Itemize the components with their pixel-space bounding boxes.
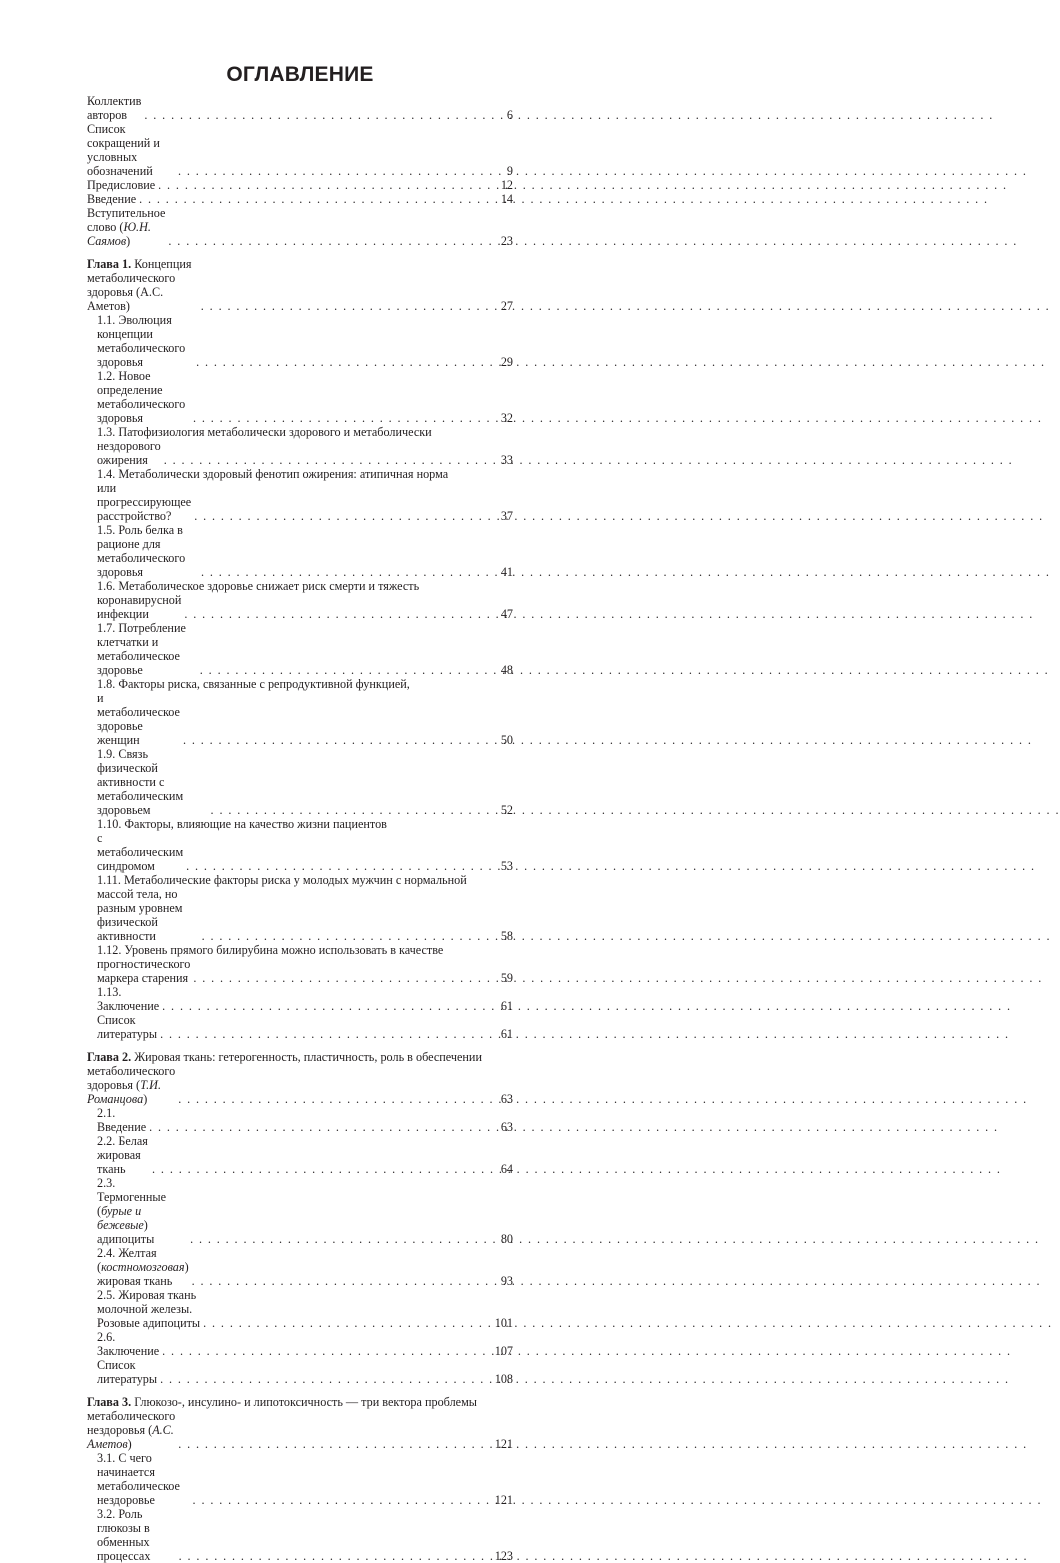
- page-number: 48: [500, 663, 513, 677]
- dot-leader: [190, 1232, 494, 1246]
- toc-entry-text: 2.2. Белая жировая ткань: [97, 1134, 148, 1176]
- dot-leader: [193, 1493, 492, 1507]
- toc-entry-text: Глава 3. Глюкозо-, инсулино- и липотоксичность — три вектора проблемы: [87, 1395, 477, 1409]
- page-number: 63: [500, 1120, 513, 1134]
- toc-entry[interactable]: [87, 1050, 513, 1106]
- toc-entry-text: 1.8. Факторы риска, связанные с репродуктивной функцией,: [97, 677, 410, 691]
- dot-leader: [178, 1092, 494, 1106]
- table-of-contents: [87, 94, 513, 1563]
- dot-leader: [162, 1344, 492, 1358]
- page-number: 27: [500, 299, 513, 313]
- toc-entry-text: и метаболическое здоровье женщин: [97, 691, 180, 747]
- page-number: 59: [500, 971, 513, 985]
- toc-entry-text: нездорового ожирения: [97, 439, 161, 467]
- toc-entry[interactable]: [87, 1288, 513, 1330]
- dot-leader: [211, 803, 494, 817]
- toc-entry[interactable]: [87, 313, 513, 369]
- toc-entry[interactable]: [87, 1134, 513, 1176]
- toc-entry[interactable]: [87, 985, 513, 1013]
- toc-entry-text: 1.1. Эволюция концепции метаболического здоровья: [97, 313, 186, 369]
- toc-entry[interactable]: [87, 523, 513, 579]
- group-spacer: [87, 248, 513, 257]
- dot-leader: [184, 607, 494, 621]
- page-number: 101: [494, 1316, 513, 1330]
- toc-entry[interactable]: [87, 1358, 513, 1386]
- toc-entry[interactable]: [87, 1246, 513, 1288]
- toc-entry[interactable]: [87, 1507, 513, 1563]
- toc-entry[interactable]: [87, 1106, 513, 1134]
- page-number: 61: [500, 999, 513, 1013]
- toc-entry-text: Список литературы: [97, 1358, 158, 1386]
- toc-entry[interactable]: [87, 192, 513, 206]
- page-number: 123: [494, 1549, 513, 1563]
- toc-entry-text: Глава 1. Концепция метаболического здоровья (А.С. Аметов): [87, 257, 192, 313]
- toc-entry-text: 2.6. Заключение: [97, 1330, 160, 1358]
- toc-entry-text: массой тела, но разным уровнем физической активности: [97, 887, 183, 943]
- page-number: 32: [500, 411, 513, 425]
- page-number: 61: [500, 1027, 513, 1041]
- page-number: 9: [506, 164, 513, 178]
- toc-entry-text: 1.6. Метаболическое здоровье снижает риск смерти и тяжесть: [97, 579, 420, 593]
- toc-group: [87, 94, 513, 248]
- toc-entry-text: Глава 2. Жировая ткань: гетерогенность, пластичность, роль в обеспечении: [87, 1050, 482, 1064]
- page-number: 29: [500, 355, 513, 369]
- toc-entry-text: Вступительное слово (Ю.Н. Саямов): [87, 206, 166, 248]
- page-number: 121: [494, 1493, 513, 1507]
- page-number: 50: [500, 733, 513, 747]
- page-number: 37: [500, 509, 513, 523]
- page-number: 6: [506, 108, 513, 122]
- toc-entry-text: 1.9. Связь физической активности с метаболическим здоровьем: [97, 747, 184, 817]
- dot-leader: [203, 1316, 492, 1330]
- dot-leader: [201, 299, 494, 313]
- toc-entry-text: Коллектив авторов: [87, 94, 142, 122]
- toc-entry-text: 1.5. Роль белка в рационе для метаболического здоровья: [97, 523, 186, 579]
- dot-leader: [202, 929, 494, 943]
- toc-entry[interactable]: [87, 1013, 513, 1041]
- dot-leader: [194, 509, 494, 523]
- toc-entry[interactable]: [87, 747, 513, 817]
- toc-entry-text: 3.1. С чего начинается метаболическое нездоровье: [97, 1451, 180, 1507]
- dot-leader: [183, 733, 494, 747]
- toc-entry-text: 2.3. Термогенные (бурые и бежевые) адипоциты: [97, 1176, 166, 1246]
- toc-entry-text: 1.10. Факторы, влияющие на качество жизни пациентов: [97, 817, 387, 831]
- dot-leader: [144, 108, 494, 122]
- toc-entry[interactable]: [87, 1330, 513, 1358]
- dot-leader: [179, 1549, 492, 1563]
- page-number: 64: [500, 1162, 513, 1176]
- toc-entry[interactable]: [87, 817, 513, 873]
- dot-leader: [162, 999, 494, 1013]
- dot-leader: [160, 1372, 492, 1386]
- toc-entry-text: 2.5. Жировая ткань молочной железы. Розовые адипоциты: [97, 1288, 201, 1330]
- dot-leader: [193, 411, 494, 425]
- toc-entry-text: Введение: [87, 192, 137, 206]
- dot-leader: [193, 971, 494, 985]
- page-number: 93: [500, 1274, 513, 1288]
- dot-leader: [152, 1162, 494, 1176]
- dot-leader: [139, 192, 494, 206]
- toc-entry-text: 1.7. Потребление клетчатки и метаболическое здоровье: [97, 621, 186, 677]
- page-number: 58: [500, 929, 513, 943]
- toc-entry[interactable]: [87, 943, 513, 985]
- toc-entry-text: 2.4. Желтая (костномозговая) жировая ткань: [97, 1246, 189, 1288]
- dot-leader: [164, 453, 494, 467]
- toc-entry-text: Предисловие: [87, 178, 156, 192]
- toc-entry[interactable]: [87, 94, 513, 122]
- page-number: 121: [494, 1437, 513, 1451]
- toc-entry[interactable]: [87, 1451, 513, 1507]
- page-number: 53: [500, 859, 513, 873]
- page-number: 80: [500, 1232, 513, 1246]
- page-number: 14: [500, 192, 513, 206]
- toc-entry[interactable]: [87, 1176, 513, 1246]
- toc-entry-text: коронавирусной инфекции: [97, 593, 182, 621]
- toc-entry[interactable]: [87, 467, 513, 523]
- toc-entry-text: прогностического маркера старения: [97, 957, 191, 985]
- toc-entry-text: Список литературы: [97, 1013, 158, 1041]
- dot-leader: [200, 663, 494, 677]
- toc-entry-text: 1.4. Метаболически здоровый фенотип ожирения: атипичная норма: [97, 467, 449, 481]
- toc-entry[interactable]: [87, 369, 513, 425]
- page-title: ОГЛАВЛЕНИЕ: [226, 63, 374, 86]
- page-number: 23: [500, 234, 513, 248]
- toc-entry-text: или прогрессирующее расстройство?: [97, 481, 192, 523]
- page-number: 63: [500, 1092, 513, 1106]
- toc-entry[interactable]: [87, 621, 513, 677]
- dot-leader: [149, 1120, 494, 1134]
- toc-entry-text: 1.2. Новое определение метаболического здоровья: [97, 369, 186, 425]
- toc-entry[interactable]: [87, 122, 513, 178]
- group-spacer: [87, 1386, 513, 1395]
- group-spacer: [87, 1041, 513, 1050]
- page-number: 108: [494, 1372, 513, 1386]
- page-number: 47: [500, 607, 513, 621]
- page-number: 107: [494, 1344, 513, 1358]
- dot-leader: [201, 565, 494, 579]
- dot-leader: [168, 234, 494, 248]
- toc-entry[interactable]: [87, 579, 513, 621]
- toc-entry-text: метаболического нездоровья (А.С. Аметов): [87, 1409, 176, 1451]
- toc-entry[interactable]: [87, 677, 513, 747]
- dot-leader: [178, 1437, 492, 1451]
- dot-leader: [160, 1027, 494, 1041]
- toc-entry[interactable]: [87, 257, 513, 313]
- toc-entry-text: метаболического здоровья (Т.И. Романцова): [87, 1064, 176, 1106]
- toc-entry[interactable]: [87, 425, 513, 467]
- dot-leader: [158, 178, 494, 192]
- page-number: 41: [500, 565, 513, 579]
- dot-leader: [178, 164, 494, 178]
- page-number: 12: [500, 178, 513, 192]
- toc-entry-text: 1.3. Патофизиология метаболически здорового и метаболически: [97, 425, 432, 439]
- toc-entry[interactable]: [87, 178, 513, 192]
- toc-entry-text: 1.13. Заключение: [97, 985, 160, 1013]
- toc-entry[interactable]: [87, 873, 513, 943]
- toc-entry-text: Список сокращений и условных обозначений: [87, 122, 160, 178]
- page-number: 33: [500, 453, 513, 467]
- toc-group: [87, 1050, 513, 1386]
- toc-entry-text: 1.12. Уровень прямого билирубина можно использовать в качестве: [97, 943, 444, 957]
- toc-group: [87, 1395, 513, 1563]
- toc-entry[interactable]: [87, 1395, 513, 1451]
- toc-entry-text: 3.2. Роль глюкозы в обменных процессах: [97, 1507, 151, 1563]
- toc-entry-text: с метаболическим синдромом: [97, 831, 184, 873]
- dot-leader: [196, 355, 494, 369]
- toc-entry[interactable]: [87, 206, 513, 248]
- toc-entry-text: 2.1. Введение: [97, 1106, 147, 1134]
- dot-leader: [192, 1274, 494, 1288]
- toc-entry-text: 1.11. Метаболические факторы риска у молодых мужчин с нормальной: [97, 873, 467, 887]
- dot-leader: [186, 859, 494, 873]
- page-number: 52: [500, 803, 513, 817]
- toc-group: [87, 257, 513, 1041]
